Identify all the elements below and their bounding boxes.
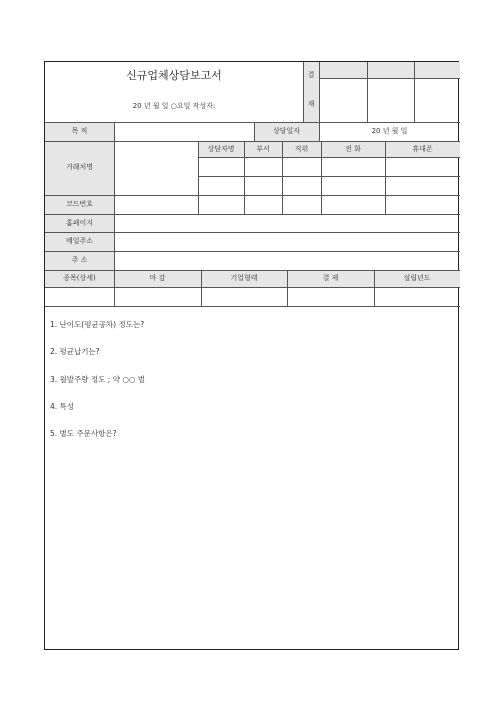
approval-label-bottom: 재	[307, 100, 315, 108]
question-4: 4. 특성	[50, 402, 75, 411]
company-type-header: 기업형태	[230, 274, 258, 282]
approval-label-top: 결	[307, 71, 315, 79]
purpose-label: 목 적	[71, 127, 88, 135]
payment-header: 결 제	[322, 274, 339, 282]
business-type-header: 종목(상세)	[63, 274, 96, 282]
position-header: 직위	[294, 145, 309, 153]
consult-date-value: 20 년 월 일	[371, 127, 408, 135]
customer-name-label: 거래처명	[65, 163, 94, 171]
founding-year-header: 설립년도	[403, 274, 431, 282]
homepage-label: 홈페이지	[65, 219, 94, 227]
contact-person-header: 상담자명	[207, 145, 235, 153]
question-1: 1. 난이도(평균공차) 정도는?	[50, 320, 145, 329]
question-3: 3. 월발주량 정도 ; 약 ○○ 벌	[50, 375, 146, 384]
email-label: 메일주소	[65, 237, 94, 245]
deadline-header: 마 감	[149, 274, 166, 282]
address-label: 주 소	[71, 256, 88, 264]
approval-header-row	[319, 62, 460, 78]
date-author-line: 20 년 월 일 ○요일 작성자:	[132, 102, 216, 110]
report-form	[44, 61, 459, 650]
code-number-label: 코드번호	[65, 200, 94, 208]
question-5: 5. 별도 주문사항은?	[50, 429, 117, 438]
consult-date-label: 상담일자	[272, 127, 301, 135]
mobile-header: 휴대폰	[412, 145, 433, 153]
department-header: 부서	[256, 145, 270, 153]
phone-header: 전 화	[345, 145, 361, 153]
form-title: 신규업체상담보고서	[126, 69, 222, 82]
question-2: 2. 평균납기는?	[50, 347, 100, 356]
